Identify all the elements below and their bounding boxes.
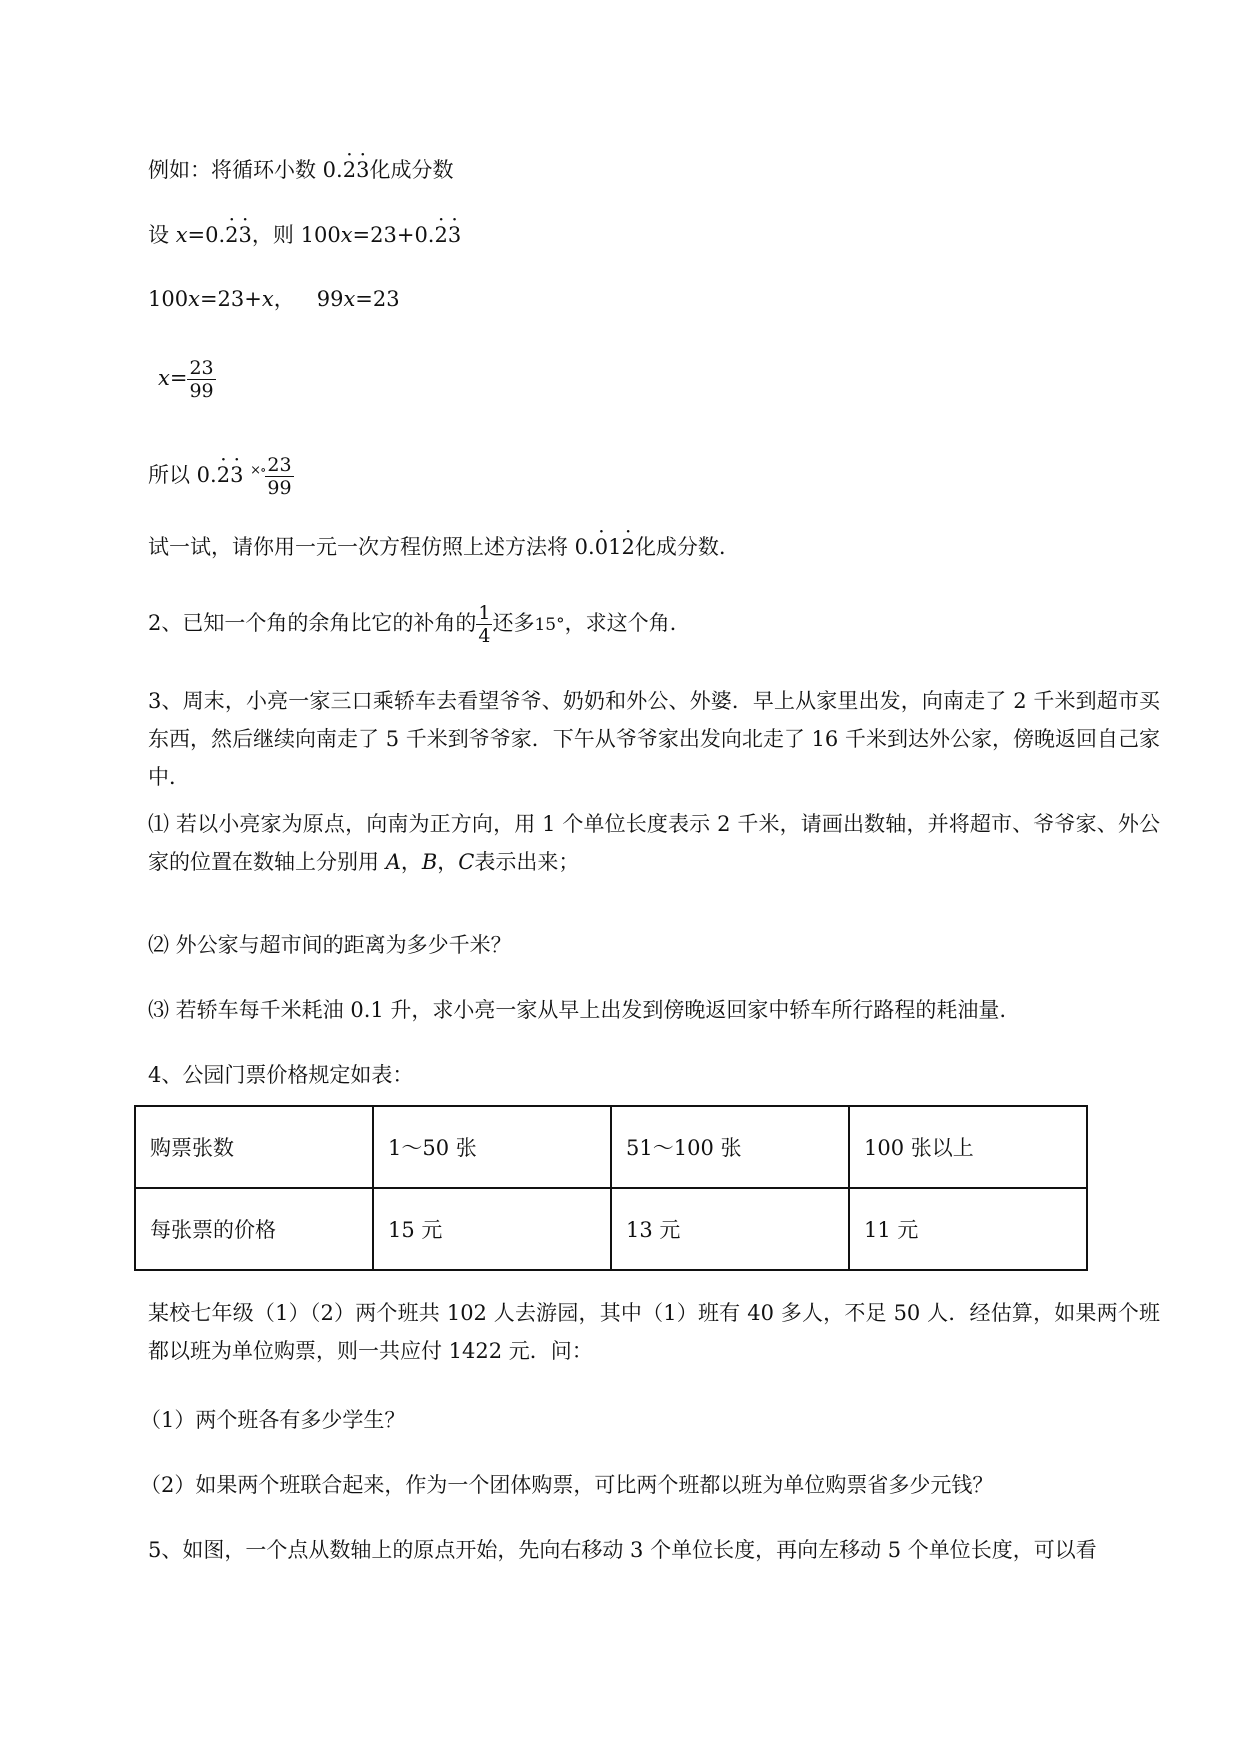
point-c-label: C [458, 850, 475, 874]
question-4-title: 4、公园门票价格规定如表： [148, 1063, 414, 1087]
question-4-sub-1: （1）两个班各有多少学生？ [140, 1408, 406, 1432]
step1-b: =0. [187, 223, 226, 247]
example-step1 [148, 220, 461, 250]
var-x: x [175, 223, 188, 247]
q2-text-c: ，求这个角. [564, 611, 677, 635]
table-row [135, 1106, 1087, 1188]
conclusion-text: 所以 0. [148, 463, 217, 487]
fraction-23-99 [187, 357, 215, 402]
try-tail: 化成分数. [634, 535, 726, 559]
var-x: x [343, 287, 356, 311]
table-cell: 1～50 张 [373, 1106, 611, 1188]
repeating-digit: · 3 [448, 220, 461, 250]
repeating-digit: · 2 [225, 220, 238, 250]
table-cell: 购票张数 [135, 1106, 373, 1188]
try-lead: 试一试，请你用一元一次方程仿照上述方法将 0. [148, 535, 595, 559]
try-it [148, 532, 726, 562]
table-cell: 100 张以上 [849, 1106, 1087, 1188]
fraction-1-4 [476, 602, 492, 647]
fraction-denominator: 99 [189, 380, 214, 402]
step1-a: 设 [148, 223, 176, 247]
separator: ， [400, 850, 422, 874]
point-a-label: A [385, 850, 401, 874]
var-x: x [340, 223, 353, 247]
repeating-digit: · 0 [595, 532, 608, 562]
repeating-digit: · 2 [434, 220, 447, 250]
question-3-part-3: ⑶ 若轿车每千米耗油 0.1 升，求小亮一家从早上出发到傍晚返回家中轿车所行路程的耗油量. [148, 998, 1007, 1022]
example-intro-text: 例如：将循环小数 0. [148, 158, 343, 182]
q2-degree: 15° [534, 615, 565, 635]
fraction-numerator: 1 [478, 602, 491, 624]
table-cell: 11 元 [849, 1188, 1087, 1270]
q2-text-a: 2、已知一个角的余角比它的补角的 [148, 611, 477, 635]
q3-p1-text: ⑴ 若以小亮家为原点，向南为正方向，用 1 个单位长度表示 2 千米，请画出数轴，并将超市、爷爷家、外公家的位置在数轴上分别用 [148, 812, 1160, 874]
repeating-digit: · 3 [239, 220, 252, 250]
question-3: 3、周末，小亮一家三口乘轿车去看望爷爷、奶奶和外公、外婆．早上从家里出发，向南走了 2 千米到超市买东西，然后继续向南走了 5 千米到爷爷家．下午从爷爷家出发向北走了 16 千米到达外公家，傍晚返回自己家中． [148, 689, 1160, 789]
q3-p1-tail: 表示出来； [474, 850, 580, 874]
step2-b: =23+ [199, 287, 262, 311]
repeating-digit: · 2 [217, 447, 230, 503]
q2-text-b: 还多 [492, 611, 535, 635]
digit: 1 [608, 535, 622, 559]
point-b-label: B [421, 850, 438, 874]
step2-e: =23 [355, 287, 400, 311]
example-conclusion [148, 443, 294, 503]
separator: ， [437, 850, 459, 874]
step2-d: 99 [316, 287, 344, 311]
question-4-sub-2: （2）如果两个班联合起来，作为一个团体购票，可比两个班都以班为单位购票省多少元钱？ [140, 1473, 994, 1497]
question-4-text: 某校七年级（1）（2）两个班共 102 人去游园，其中（1）班有 40 多人，不足 50 人．经估算，如果两个班都以班为单位购票，则一共应付 1422 元．问： [148, 1301, 1160, 1363]
fraction-denominator: 99 [267, 477, 292, 499]
step1-c: ，则 100 [251, 223, 341, 247]
table-cell: 15 元 [373, 1188, 611, 1270]
garbled-equals-symbol: ×∘ [250, 463, 266, 478]
repeating-digit: · 3 [230, 447, 243, 503]
example-intro [148, 155, 453, 185]
repeating-digit: · 3 [356, 155, 369, 185]
step2-c: ， [273, 287, 295, 311]
fraction-denominator: 4 [478, 625, 491, 647]
table-cell: 51～100 张 [611, 1106, 849, 1188]
step1-d: =23+0. [352, 223, 435, 247]
var-x: x [261, 287, 274, 311]
var-x: x [158, 366, 170, 390]
fraction-23-99 [265, 454, 293, 499]
fraction-numerator: 23 [189, 357, 214, 379]
table-cell: 每张票的价格 [135, 1188, 373, 1270]
fraction-numerator: 23 [267, 454, 292, 476]
example-step2 [148, 284, 400, 314]
table-cell: 13 元 [611, 1188, 849, 1270]
repeating-digit: · 2 [343, 155, 356, 185]
question-5: 5、如图，一个点从数轴上的原点开始，先向右移动 3 个单位长度，再向左移动 5 个单位长度，可以看 [148, 1538, 1097, 1562]
example-intro-tail: 化成分数 [369, 158, 454, 182]
ticket-price-table [134, 1105, 1088, 1271]
equals: = [169, 366, 188, 390]
var-x: x [188, 287, 200, 311]
table-row [135, 1188, 1087, 1270]
question-3-part-1 [148, 805, 1160, 881]
question-3-part-2: ⑵ 外公家与超市间的距离为多少千米？ [148, 933, 512, 957]
repeating-digit: · 2 [621, 532, 634, 562]
step2-a: 100 [148, 287, 189, 311]
question-2 [148, 595, 676, 653]
example-step3 [158, 350, 216, 406]
